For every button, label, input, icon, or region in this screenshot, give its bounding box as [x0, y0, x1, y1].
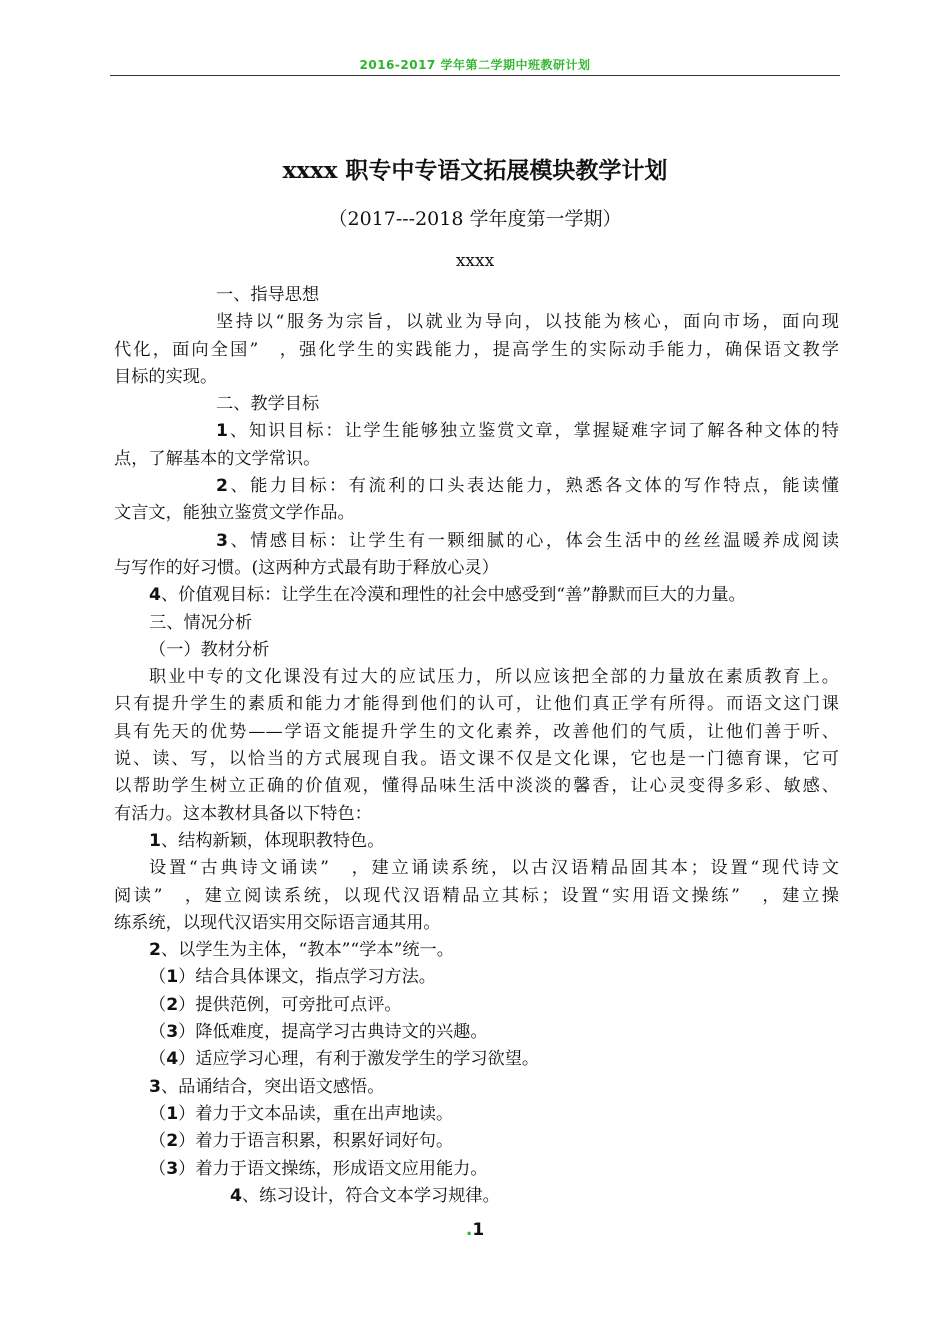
sub-item: （1）结合具体课文，指点学习方法。 [149, 967, 436, 988]
paragraph-line: 与写作的好习惯。(这两种方式最有助于释放心灵） [114, 557, 499, 578]
document-author: xxxx [455, 251, 495, 271]
document-title: xxxx 职专中专语文拓展模块教学计划 [282, 157, 668, 184]
document-term: （2017---2018 学年度第一学期） [328, 208, 622, 230]
subsection-heading-textbook-analysis: （一）教材分析 [149, 639, 270, 660]
paragraph-line: 练系统，以现代汉语实用交际语言通其用。 [114, 912, 441, 933]
header-divider [110, 75, 840, 76]
paragraph-line: 点，了解基本的文学常识。 [114, 448, 321, 469]
section-heading-teaching-goals: 二、教学目标 [216, 394, 320, 415]
goal-item: 3、情感目标：让学生有一颗细腻的心，体会生活中的丝丝温暖养成阅读 [216, 530, 839, 551]
paragraph-line: 只有提升学生的素质和能力才能得到他们的认可，让他们真正学有所得。而语文这门课 [114, 694, 839, 715]
sub-item: （2）提供范例，可旁批可点评。 [149, 994, 402, 1015]
section-heading-guiding-thought: 一、指导思想 [216, 285, 320, 305]
paragraph-line: 文言文，能独立鉴赏文学作品。 [114, 503, 355, 524]
feature-item: 2、以学生为主体，“教本”“学本”统一。 [149, 940, 454, 961]
paragraph-line: 坚持以“服务为宗旨，以就业为导向，以技能为核心，面向市场，面向现 [216, 312, 839, 333]
goal-item: 1、知识目标：让学生能够独立鉴赏文章，掌握疑难字词了解各种文体的特 [216, 421, 839, 442]
goal-item: 2、能力目标：有流利的口头表达能力，熟悉各文体的写作特点，能读懂 [216, 476, 839, 497]
feature-item: 3、品诵结合，突出语文感悟。 [149, 1076, 385, 1097]
paragraph-line: 说、读、写，以恰当的方式展现自我。语文课不仅是文化课，它也是一门德育课，它可 [114, 749, 839, 770]
sub-item: （4）适应学习心理，有利于激发学生的学习欲望。 [149, 1049, 540, 1070]
paragraph-line: 代化，面向全国” ，强化学生的实践能力，提高学生的实际动手能力，确保语文教学 [114, 339, 839, 360]
paragraph-line: 阅读” ，建立阅读系统，以现代汉语精品立其标；设置“实用语文操练” ，建立操 [114, 885, 839, 906]
paragraph-line: 设置“古典诗文诵读” ，建立诵读系统，以古汉语精品固其本；设置“现代诗文 [149, 858, 839, 879]
header-year-range: 2016-2017 [359, 58, 436, 72]
feature-item: 1、结构新颖，体现职教特色。 [149, 830, 385, 851]
page-number-dot: . [465, 1220, 473, 1240]
paragraph-line: 具有先天的优势——学语文能提升学生的文化素养，改善他们的气质，让他们善于听、 [114, 721, 839, 742]
goal-item: 4、价值观目标：让学生在冷漠和理性的社会中感受到“善”静默而巨大的力量。 [149, 585, 746, 606]
section-heading-situation-analysis: 三、情况分析 [149, 612, 253, 633]
paragraph-line: 以帮助学生树立正确的价值观，懂得品味生活中淡淡的馨香，让心灵变得多彩、敏感、 [114, 776, 839, 797]
feature-item: 4、练习设计，符合文本学习规律。 [230, 1185, 500, 1206]
sub-item: （3）降低难度，提高学习古典诗文的兴趣。 [149, 1022, 488, 1043]
paragraph-line: 有活力。这本教材具备以下特色： [114, 803, 372, 824]
page-number [0, 1220, 950, 1240]
sub-item: （3）着力于语文操练，形成语文应用能力。 [149, 1158, 488, 1179]
sub-item: （2）着力于语言积累，积累好词好句。 [149, 1131, 454, 1152]
page-number-value: 1 [472, 1220, 485, 1240]
sub-item: （1）着力于文本品读，重在出声地读。 [149, 1103, 454, 1124]
header-text: 学年第二学期中班教研计划 [440, 58, 591, 72]
page-header [0, 56, 950, 73]
document-body [114, 282, 839, 1210]
paragraph-line: 职业中专的文化课没有过大的应试压力，所以应该把全部的力量放在素质教育上。 [149, 667, 839, 688]
paragraph-line: 目标的实现。 [114, 366, 218, 387]
